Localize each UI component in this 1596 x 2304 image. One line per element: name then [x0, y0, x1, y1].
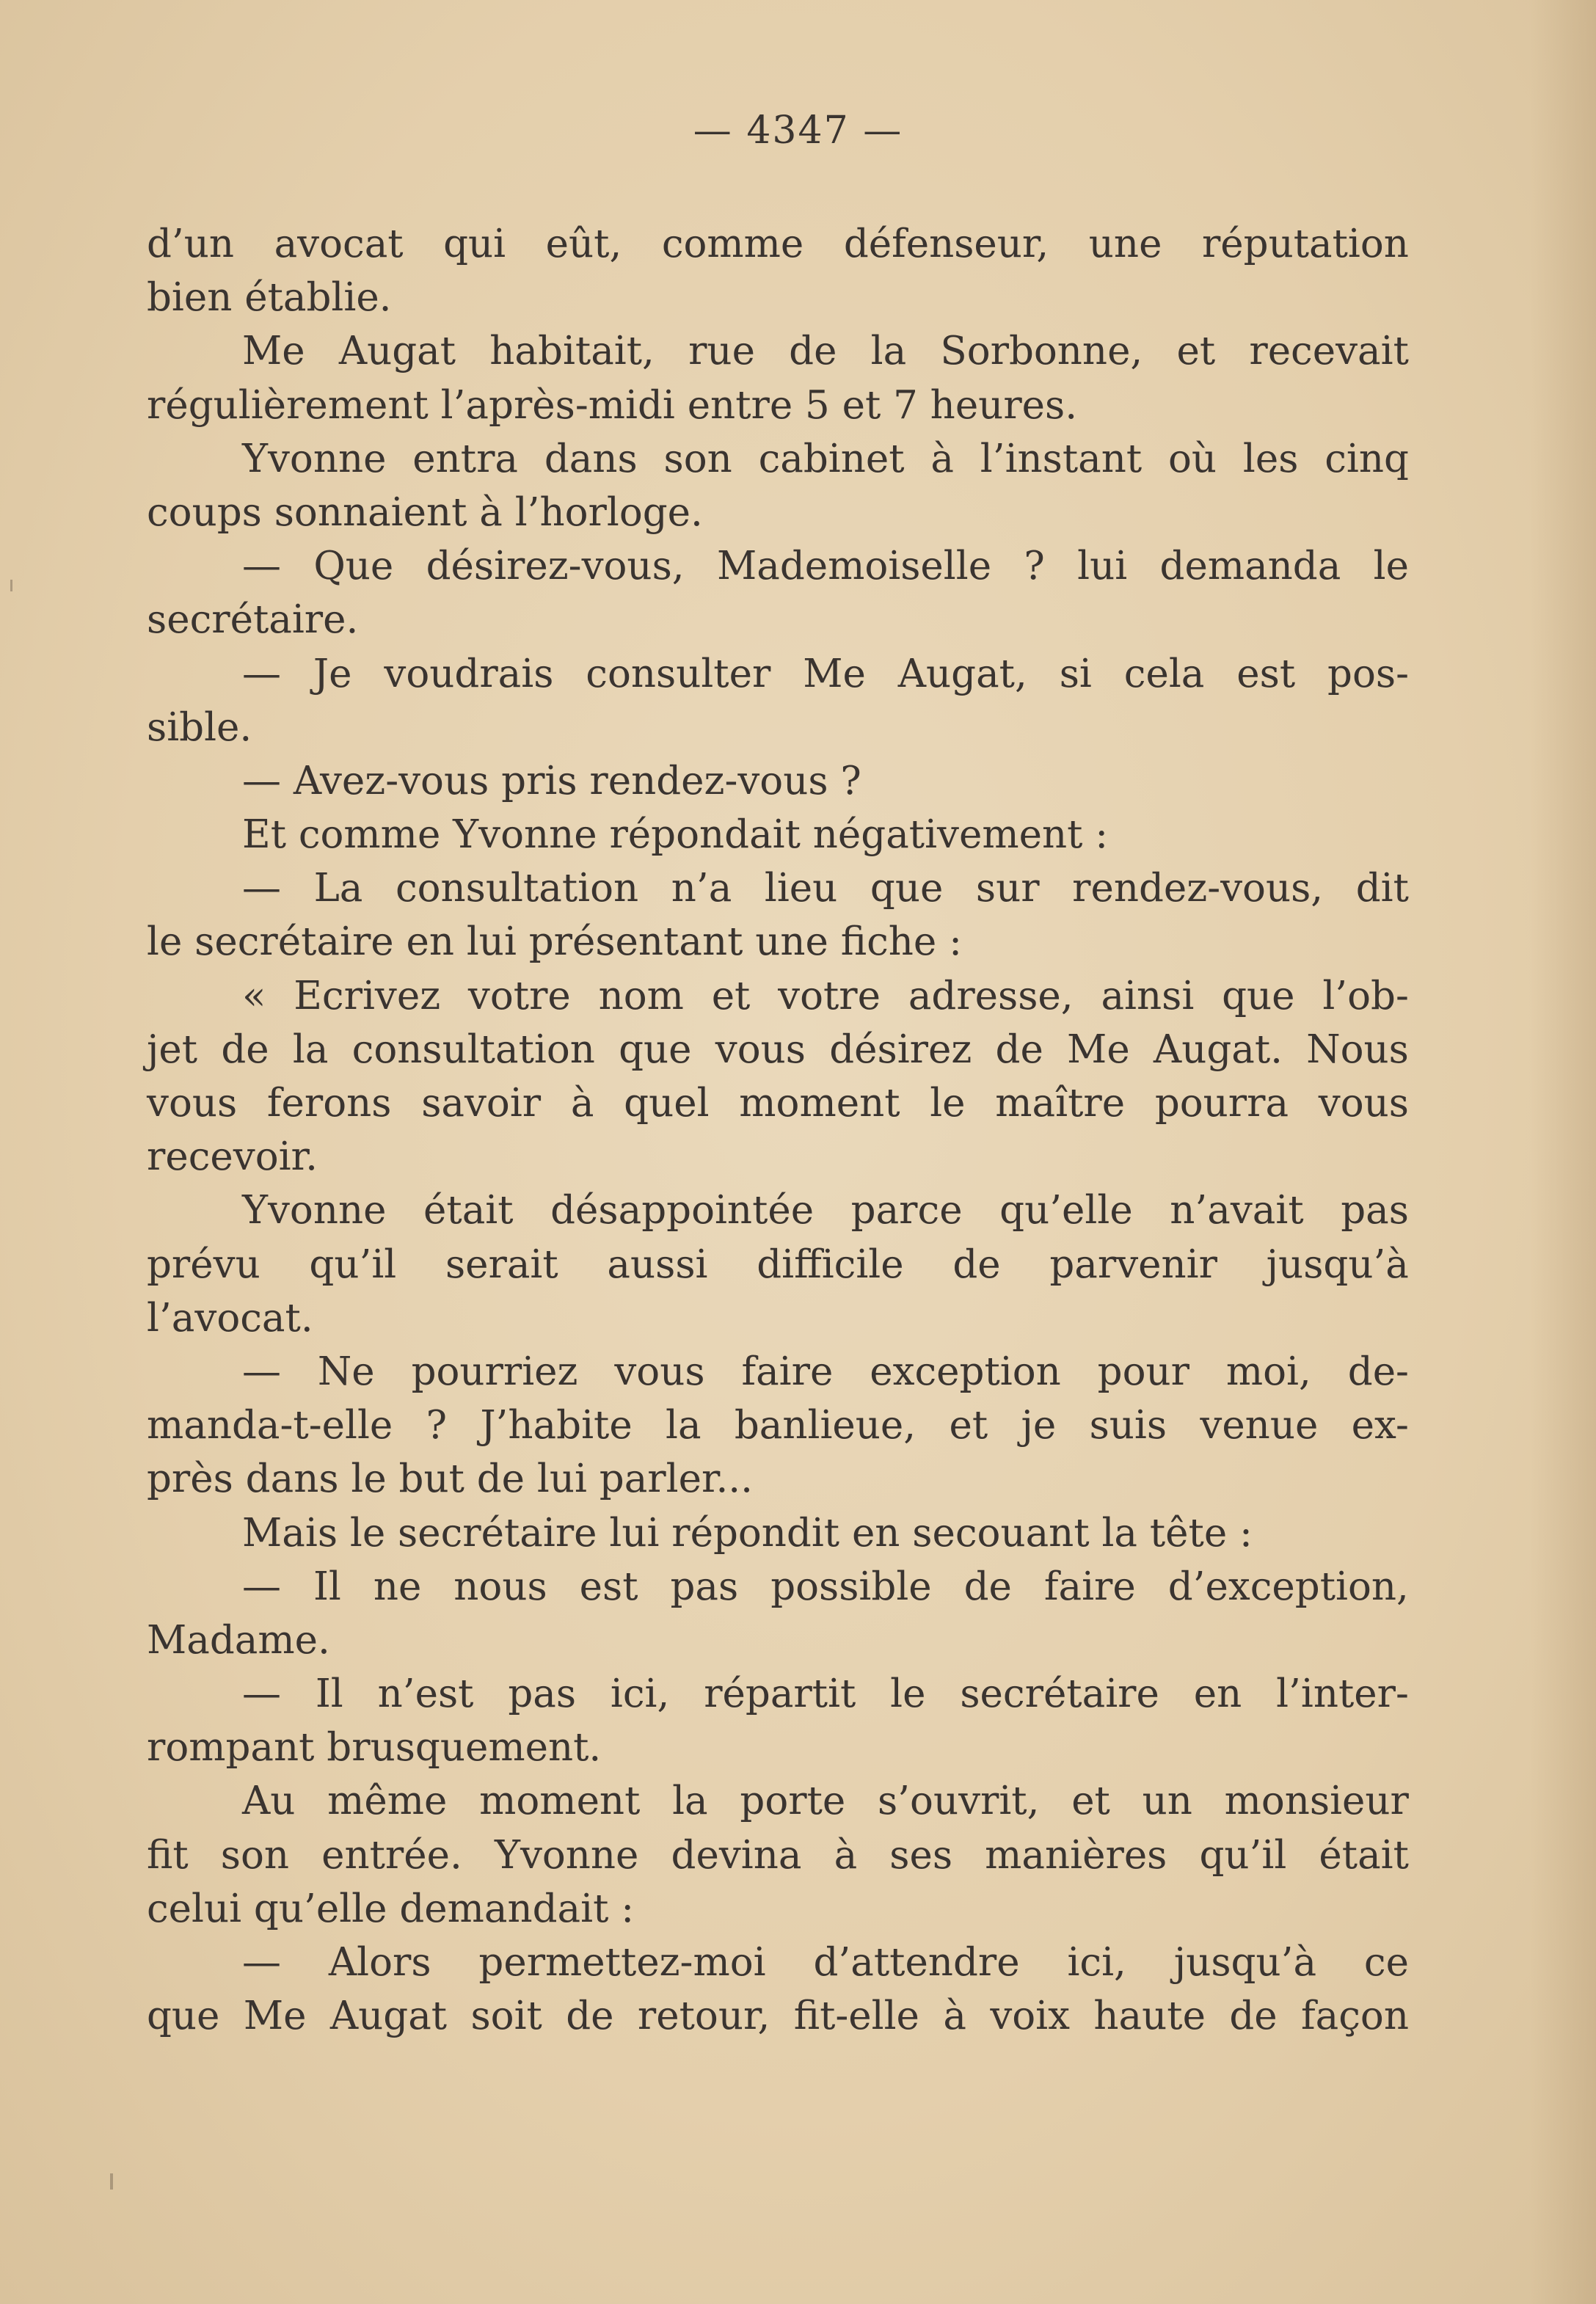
word: Ne	[317, 1349, 375, 1394]
word: ce	[1363, 1940, 1409, 1985]
text-line: Et comme Yvonne répondait négativement :	[242, 812, 1109, 858]
word: venue	[1200, 1403, 1319, 1448]
text-line: sible.	[147, 704, 252, 750]
text-line	[147, 1399, 1409, 1452]
text-line	[147, 1829, 1409, 1882]
word: et	[949, 1403, 988, 1448]
word: possible	[770, 1564, 932, 1609]
text-line: régulièrement l’après-midi entre 5 et 7 heures.	[147, 382, 1078, 428]
word: où	[1168, 436, 1217, 481]
word: porte	[740, 1779, 846, 1824]
text-line: coups sonnaient à l’horloge.	[147, 489, 703, 535]
word: monsieur	[1224, 1779, 1409, 1824]
word: difficile	[757, 1242, 904, 1287]
word: entrée.	[321, 1832, 462, 1878]
word: dit	[1355, 866, 1409, 911]
word: consultation	[351, 1027, 595, 1072]
word: défenseur,	[843, 222, 1049, 266]
word: parvenir	[1049, 1242, 1217, 1287]
word: son	[220, 1832, 290, 1878]
word: moment	[739, 1081, 900, 1126]
word: façon	[1301, 1994, 1409, 2039]
word: ne	[373, 1564, 422, 1609]
word: pos-	[1327, 651, 1409, 696]
word: la	[292, 1027, 329, 1072]
word: exception	[870, 1349, 1061, 1394]
word: et	[1071, 1779, 1110, 1824]
word: Ecrivez	[294, 973, 441, 1018]
word: Que	[313, 544, 394, 589]
word: et	[711, 973, 751, 1018]
word: vous	[715, 1027, 806, 1072]
word: vous	[1318, 1081, 1409, 1126]
word: —	[242, 1349, 281, 1394]
word: n’est	[377, 1672, 474, 1717]
word: Augat,	[897, 651, 1027, 696]
word: ici,	[1067, 1940, 1126, 1985]
word: ferons	[266, 1081, 392, 1126]
word: Yvonne	[242, 436, 387, 481]
word: eût,	[545, 222, 622, 266]
word: prévu	[147, 1242, 260, 1287]
word: rue	[688, 329, 755, 374]
word: pourriez	[411, 1349, 578, 1394]
word: pas	[508, 1672, 577, 1717]
word: jusqu’à	[1173, 1940, 1317, 1985]
word: de	[995, 1027, 1043, 1072]
word: Yvonne	[242, 1188, 387, 1233]
text-line	[147, 1989, 1409, 2043]
word: pas	[670, 1564, 739, 1609]
word: cinq	[1324, 436, 1409, 481]
word: répartit	[704, 1672, 856, 1717]
text-line	[147, 432, 1409, 486]
word: Yvonne	[494, 1832, 639, 1878]
word: que	[147, 1994, 220, 2039]
word: que	[870, 866, 944, 911]
text-line	[147, 1774, 1409, 1828]
word: ainsi	[1101, 973, 1195, 1018]
text-line	[147, 1184, 1409, 1237]
word: désirez-vous,	[426, 544, 685, 589]
word: comme	[661, 222, 804, 266]
word: faire	[1043, 1564, 1136, 1609]
word: qu’il	[1199, 1832, 1287, 1878]
word: consulter	[586, 651, 771, 696]
word: de-	[1347, 1349, 1409, 1394]
word: —	[242, 544, 281, 589]
word: moment	[479, 1779, 641, 1824]
word: était	[1319, 1832, 1409, 1878]
text-line	[147, 324, 1409, 378]
word: réputation	[1201, 222, 1409, 266]
word: Nous	[1306, 1027, 1409, 1072]
word: Augat	[329, 1994, 448, 2039]
word: aussi	[607, 1242, 708, 1287]
word: «	[242, 973, 266, 1018]
word: haute	[1093, 1994, 1206, 2039]
word: Il	[315, 1672, 343, 1717]
text-line	[147, 1936, 1409, 1989]
word: l’ob-	[1322, 973, 1409, 1018]
word: fit	[147, 1832, 189, 1878]
word: de	[566, 1994, 614, 2039]
word: jet	[147, 1027, 198, 1072]
text-line: bien établie.	[147, 275, 392, 321]
word: que	[1222, 973, 1295, 1018]
text-line	[147, 1667, 1409, 1721]
text-line: près dans le but de lui parler...	[147, 1457, 754, 1502]
word: —	[242, 651, 281, 696]
word: Me	[1067, 1027, 1130, 1072]
text-line	[147, 1076, 1409, 1130]
word: maître	[995, 1081, 1126, 1126]
page-edge-shadow	[1530, 0, 1596, 2304]
word: une	[1088, 222, 1162, 266]
text-line: — Avez-vous pris rendez-vous ?	[242, 758, 861, 803]
word: l’instant	[980, 436, 1143, 481]
word: moi,	[1225, 1349, 1311, 1394]
word: d’attendre	[813, 1940, 1020, 1985]
word: vous	[614, 1349, 705, 1394]
word: de	[963, 1564, 1012, 1609]
word: la	[870, 329, 907, 374]
word: retour,	[637, 1994, 770, 2039]
word: voix	[990, 1994, 1071, 2039]
word: d’exception,	[1167, 1564, 1409, 1609]
word: qui	[443, 222, 506, 266]
word: parce	[850, 1188, 963, 1233]
word: de	[789, 329, 837, 374]
word: Sorbonne,	[940, 329, 1143, 374]
word: J’habite	[480, 1403, 633, 1448]
text-line: Madame.	[147, 1617, 330, 1663]
word: si	[1059, 651, 1092, 696]
word: entra	[412, 436, 519, 481]
word: Au	[242, 1779, 296, 1824]
word: Me	[243, 1994, 307, 2039]
text-line: Mais le secrétaire lui répondit en secouant la tête :	[242, 1510, 1253, 1556]
text-line: recevoir.	[147, 1134, 318, 1180]
word: cela	[1123, 651, 1205, 696]
word: ?	[1024, 544, 1045, 589]
word: permettez-moi	[478, 1940, 766, 1985]
word: vous	[147, 1081, 238, 1126]
word: consultation	[395, 866, 639, 911]
word: d’un	[147, 222, 235, 266]
word: rendez-vous,	[1072, 866, 1324, 911]
word: est	[1236, 651, 1296, 696]
word: je	[1021, 1403, 1057, 1448]
word: Augat.	[1153, 1027, 1283, 1072]
word: La	[313, 866, 363, 911]
text-line	[147, 969, 1409, 1023]
word: un	[1142, 1779, 1192, 1824]
word: sur	[975, 866, 1040, 911]
text-line	[147, 861, 1409, 915]
word: à	[930, 436, 954, 481]
word: Alors	[328, 1940, 431, 1985]
word: —	[242, 1564, 281, 1609]
text-line: celui qu’elle demandait :	[147, 1886, 635, 1931]
word: Je	[313, 651, 352, 696]
word: ex-	[1351, 1403, 1409, 1448]
text-line	[147, 1238, 1409, 1291]
word: et	[1176, 329, 1216, 374]
word: qu’il	[309, 1242, 397, 1287]
word: n’a	[671, 866, 732, 911]
word: qu’elle	[999, 1188, 1133, 1233]
word: devina	[671, 1832, 802, 1878]
word: à	[834, 1832, 858, 1878]
word: —	[242, 1672, 281, 1717]
word: habitait,	[489, 329, 655, 374]
word: même	[327, 1779, 448, 1824]
word: à	[570, 1081, 594, 1126]
word: le	[890, 1672, 926, 1717]
word: suis	[1089, 1403, 1167, 1448]
word: recevait	[1249, 329, 1409, 374]
word: de	[1229, 1994, 1278, 2039]
word: adresse,	[908, 973, 1074, 1018]
word: quel	[624, 1081, 710, 1126]
word: cabinet	[758, 436, 905, 481]
word: voudrais	[384, 651, 554, 696]
word: désappointée	[550, 1188, 815, 1233]
text-line	[147, 1023, 1409, 1076]
text-line	[147, 1345, 1409, 1399]
word: savoir	[421, 1081, 542, 1126]
word: la	[666, 1403, 702, 1448]
text-line	[147, 217, 1409, 271]
word: que	[619, 1027, 692, 1072]
word: ?	[426, 1403, 447, 1448]
body-text	[147, 217, 1409, 2043]
word: était	[423, 1188, 514, 1233]
word: Me	[803, 651, 866, 696]
word: —	[242, 866, 281, 911]
word: jusqu’à	[1266, 1242, 1409, 1287]
word: est	[579, 1564, 638, 1609]
word: manières	[985, 1832, 1167, 1878]
text-line	[147, 539, 1409, 593]
word: désirez	[829, 1027, 972, 1072]
word: à	[943, 1994, 966, 2039]
word: les	[1242, 436, 1299, 481]
word: son	[663, 436, 732, 481]
word: l’inter-	[1276, 1672, 1409, 1717]
word: nous	[453, 1564, 547, 1609]
word: n’avait	[1170, 1188, 1304, 1233]
word: —	[242, 1940, 281, 1985]
word: pas	[1341, 1188, 1409, 1233]
word: de	[221, 1027, 269, 1072]
word: lieu	[764, 866, 838, 911]
word: faire	[741, 1349, 834, 1394]
word: Il	[313, 1564, 341, 1609]
word: en	[1193, 1672, 1242, 1717]
word: secrétaire	[960, 1672, 1159, 1717]
text-line: rompant brusquement.	[147, 1725, 602, 1771]
text-line: secrétaire.	[147, 597, 359, 643]
word: Mademoiselle	[716, 544, 992, 589]
paper-speck	[110, 2173, 113, 2190]
text-line	[147, 647, 1409, 701]
word: ici,	[610, 1672, 670, 1717]
word: Augat	[338, 329, 456, 374]
word: s’ouvrit,	[877, 1779, 1040, 1824]
word: manda-t-elle	[147, 1403, 393, 1448]
word: fit-elle	[793, 1994, 919, 2039]
word: nom	[598, 973, 684, 1018]
word: ses	[889, 1832, 953, 1878]
word: votre	[778, 973, 881, 1018]
word: le	[1373, 544, 1409, 589]
word: avocat	[274, 222, 404, 266]
word: la	[672, 1779, 708, 1824]
word: banlieue,	[734, 1403, 917, 1448]
word: soit	[470, 1994, 542, 2039]
word: dans	[544, 436, 638, 481]
text-line	[147, 1560, 1409, 1614]
text-line: le secrétaire en lui présentant une fiche :	[147, 919, 962, 965]
word: demanda	[1159, 544, 1341, 589]
word: de	[952, 1242, 1001, 1287]
word: Me	[242, 329, 305, 374]
word: pour	[1097, 1349, 1189, 1394]
text-line: l’avocat.	[147, 1295, 313, 1341]
word: le	[930, 1081, 966, 1126]
page-number: — 4347 —	[693, 109, 903, 153]
paper-speck	[10, 580, 12, 591]
word: votre	[467, 973, 571, 1018]
word: serait	[445, 1242, 558, 1287]
word: pourra	[1154, 1081, 1289, 1126]
word: lui	[1077, 544, 1128, 589]
